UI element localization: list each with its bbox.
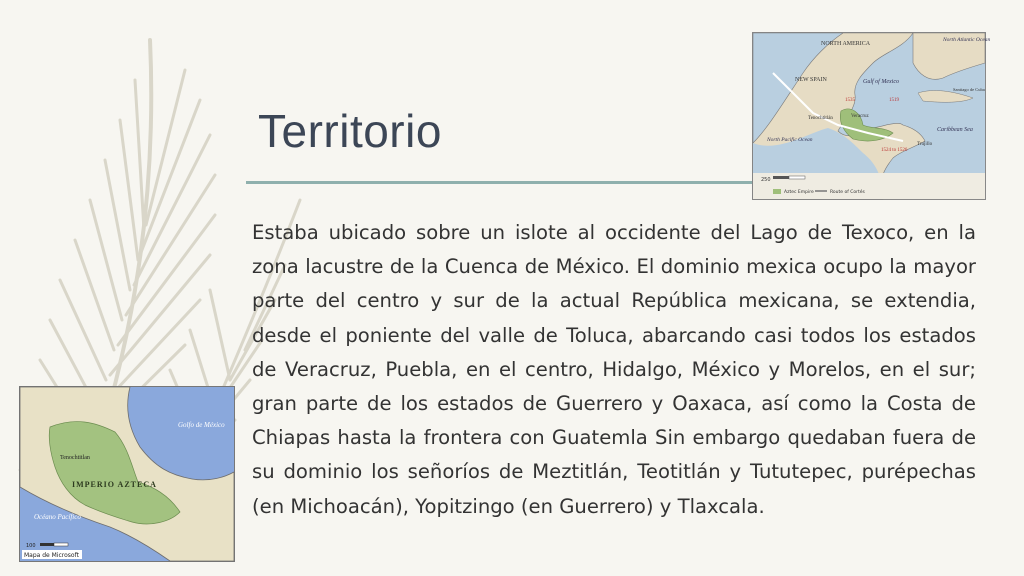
label-scale: 250 xyxy=(761,177,771,183)
label-scale-b: 100 xyxy=(26,543,36,549)
label-oceano: Océano Pacífico xyxy=(34,513,81,521)
label-tenochtitlan: Tenochtitlán xyxy=(808,116,833,121)
map-new-spain xyxy=(752,32,991,200)
label-north-america: NORTH AMERICA xyxy=(821,41,871,47)
label-santiago: Santiago de Cuba xyxy=(953,87,985,92)
legend-empire: Aztec Empire xyxy=(784,190,814,195)
legend-route: Route of Cortés xyxy=(830,190,865,195)
title-divider xyxy=(246,181,758,184)
label-north-atlantic: North Atlantic Ocean xyxy=(943,37,991,43)
label-1519: 1519 xyxy=(889,98,899,103)
map-imperio-azteca xyxy=(19,386,235,562)
label-trujillo: Trujillo xyxy=(917,142,933,147)
label-1524: 1524 to 1526 xyxy=(881,148,908,153)
label-credit: Mapa de Microsoft xyxy=(24,552,79,559)
label-caribbean: Caribbean Sea xyxy=(937,127,973,133)
slide-title: Territorio xyxy=(258,105,442,157)
label-veracruz: Veracruz xyxy=(851,114,869,119)
label-imperio-azteca: IMPERIO AZTECA xyxy=(72,480,157,489)
label-gulf-mexico: Gulf of Mexico xyxy=(863,79,899,85)
label-new-spain: NEW SPAIN xyxy=(795,77,827,83)
body-paragraph: Estaba ubicado sobre un islote al occidente del Lago de Texoco, en la zona lacustre de la Cuenca de México. El dominio mexica ocupo la mayor parte del centro y sur de la actual República mexicana, se extendia, desde el poniente del valle de Toluca, abarcando casi todos los estados de Veracruz, Puebla, en el centro, Hidalgo, México y Morelos, en el sur; gran parte de los estados de Guerrero y Oaxaca, así como la Costa de Chiapas hasta la frontera con Guatemla Sin embargo quedaban fuera de su dominio los señoríos de Meztitlán, Teotitlán y Tututepec, purépechas (en Michoacán), Yopitzingo (en Guerrero) y Tlaxcala. xyxy=(252,221,976,518)
label-1535: 1535 xyxy=(845,98,855,103)
label-golfo: Golfo de México xyxy=(178,421,225,429)
label-tenochtitlan-b: Tenochtitlan xyxy=(60,455,90,461)
label-north-pacific: North Pacific Ocean xyxy=(767,137,813,143)
